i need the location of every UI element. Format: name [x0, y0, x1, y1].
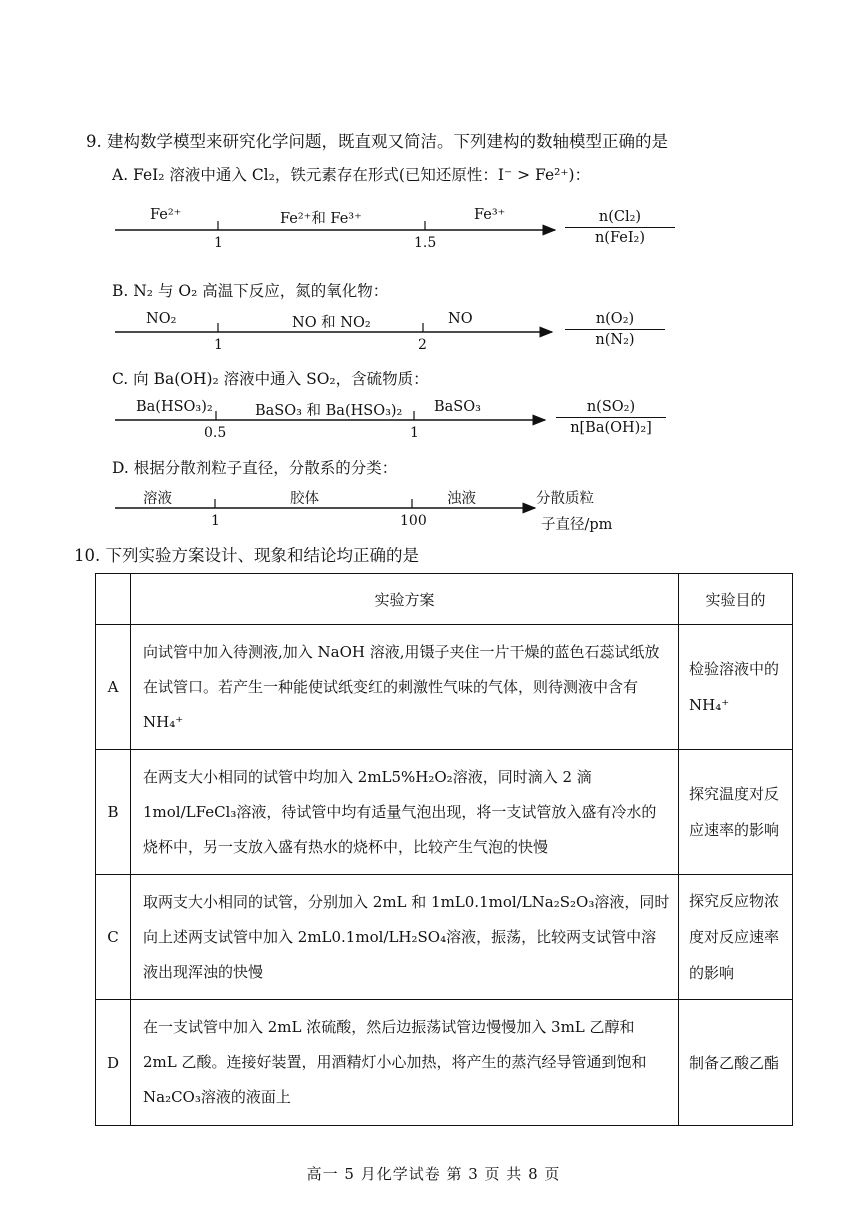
row-key: D: [96, 1000, 131, 1126]
row-plan: 在一支试管中加入 2mL 浓硫酸，然后边振荡试管边慢慢加入 3mL 乙醇和 2mL 乙酸。连接好装置，用酒精灯小心加热，将产生的蒸汽经导管通到饱和 Na₂CO₃溶液的液面上: [131, 1000, 679, 1126]
q9-a-number-line: [115, 221, 555, 230]
q9-d-region-1: 溶液: [143, 491, 172, 507]
q9-c-region-2: BaSO₃ 和 Ba(HSO₃)₂: [255, 403, 403, 419]
q9-d-region-3: 浊液: [447, 491, 476, 507]
q9-d-region-2: 胶体: [290, 491, 319, 507]
q9-a-region-2: Fe²⁺和 Fe³⁺: [280, 211, 362, 227]
experiment-table: [95, 573, 793, 1126]
row-key: A: [96, 625, 131, 750]
page-footer: 高一 5 月化学试卷 第 3 页 共 8 页: [306, 1165, 561, 1183]
row-key: B: [96, 750, 131, 875]
q9-c-number-line: [115, 411, 545, 420]
q9-d-axis-label-line1: 分散质粒: [536, 491, 594, 507]
q9-b-tick-1: 1: [214, 337, 223, 353]
row-goal: 探究反应物浓度对反应速率的影响: [679, 875, 793, 1000]
q9-c-denominator: n[Ba(OH)₂]: [570, 420, 652, 436]
q9-c-numerator: n(SO₂): [586, 399, 636, 415]
q9-stem: 9. 建构数学模型来研究化学问题，既直观又简洁。下列建构的数轴模型正确的是: [86, 132, 668, 151]
q9-option-d-text: D. 根据分散剂粒子直径，分散系的分类：: [112, 459, 398, 477]
row-goal: 制备乙酸乙酯: [679, 1000, 793, 1126]
header-goal: 实验目的: [679, 574, 793, 625]
header-plan: 实验方案: [131, 574, 679, 625]
q9-d-number-line: [115, 499, 535, 508]
row-plan: 取两支大小相同的试管，分别加入 2mL 和 1mL0.1mol/LNa₂S₂O₃溶液，同时向上述两支试管中加入 2mL0.1mol/LH₂SO₄溶液，振荡，比较两支试管中溶液出现浑浊的快慢: [131, 875, 679, 1000]
q9-a-denominator: n(FeI₂): [594, 230, 646, 246]
row-key: C: [96, 875, 131, 1000]
q9-b-numerator: n(O₂): [595, 311, 635, 327]
q9-option-c-text: C. 向 Ba(OH)₂ 溶液中通入 SO₂，含硫物质：: [112, 370, 429, 388]
q9-d-axis-label-line2: 子直径/pm: [541, 517, 613, 533]
table-row: [96, 625, 793, 750]
q9-c-region-3: BaSO₃: [434, 399, 481, 415]
table-row: [96, 750, 793, 875]
q9-a-numerator: n(Cl₂): [598, 209, 642, 225]
table-header-row: [96, 574, 793, 625]
q9-b-region-1: NO₂: [146, 311, 177, 327]
table-row: [96, 875, 793, 1000]
table-row: [96, 1000, 793, 1126]
q9-b-tick-2: 2: [418, 337, 427, 353]
q9-a-tick-1: 1: [214, 235, 223, 251]
row-goal: 探究温度对反应速率的影响: [679, 750, 793, 875]
q9-a-region-3: Fe³⁺: [474, 207, 506, 223]
q9-option-b-text: B. N₂ 与 O₂ 高温下反应，氮的氧化物：: [112, 282, 389, 300]
row-goal: 检验溶液中的 NH₄⁺: [679, 625, 793, 750]
header-blank-cell: [96, 574, 131, 625]
q9-b-region-2: NO 和 NO₂: [292, 315, 371, 331]
q9-b-region-3: NO: [448, 311, 473, 327]
q9-option-a-text: A. FeI₂ 溶液中通入 Cl₂，铁元素存在形式(已知还原性：I⁻ > Fe²⁺)：: [112, 166, 591, 184]
row-plan: 向试管中加入待测液,加入 NaOH 溶液,用镊子夹住一片干燥的蓝色石蕊试纸放在试管口。若产生一种能使试纸变红的刺激性气味的气体，则待测液中含有 NH₄⁺: [131, 625, 679, 750]
q10-stem: 10. 下列实验方案设计、现象和结论均正确的是: [74, 546, 419, 565]
q9-c-tick-2: 1: [410, 425, 419, 441]
q9-b-denominator: n(N₂): [595, 332, 635, 348]
q9-b-number-line: [115, 323, 552, 332]
row-plan: 在两支大小相同的试管中均加入 2mL5%H₂O₂溶液，同时滴入 2 滴 1mol/LFeCl₃溶液，待试管中均有适量气泡出现，将一支试管放入盛有冷水的烧杯中，另一支放入盛有热水的烧杯中，比较产生气泡的快慢: [131, 750, 679, 875]
q9-d-tick-1: 1: [211, 513, 220, 529]
q9-a-region-1: Fe²⁺: [150, 207, 182, 223]
q9-c-tick-1: 0.5: [204, 425, 227, 441]
q9-c-region-1: Ba(HSO₃)₂: [136, 399, 213, 415]
q9-d-tick-2: 100: [400, 513, 427, 529]
q9-a-tick-2: 1.5: [414, 235, 437, 251]
